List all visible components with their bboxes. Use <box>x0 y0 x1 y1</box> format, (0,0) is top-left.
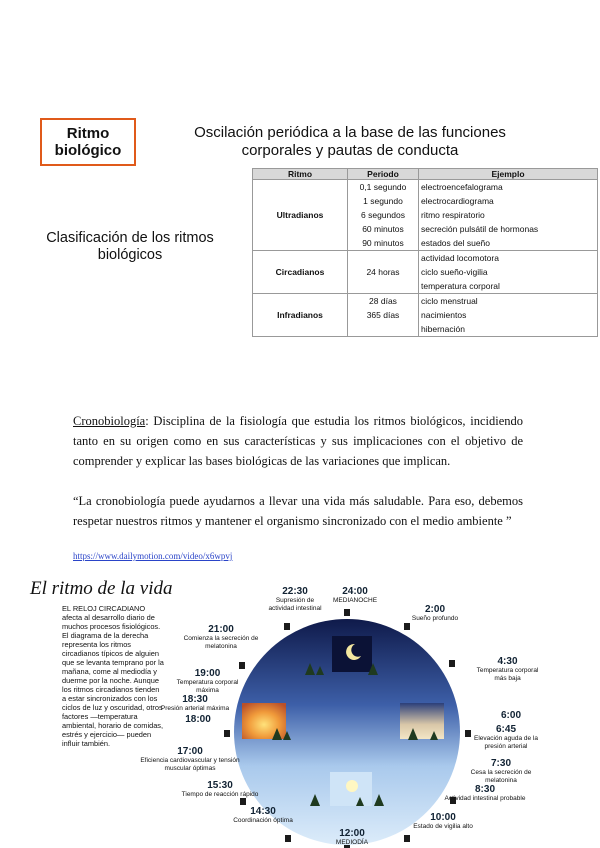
example-cell: ritmo respiratorio <box>419 208 598 222</box>
group-ultradianos: Ultradianos <box>253 180 348 251</box>
infographic-text: EL RELOJ CIRCADIANO afecta al desarrollo diario de muchos procesos fisiológicos. El diagrama de la derecha representa los ritmos circadianos típicos de alguien que se levanta temprano por la mañana, come al mediodía y duerme por la noche. Aunque los ritmos circadianos tienden a estar sincronizados con los ciclos de luz y oscuridad, otros factores —temperatura ambiental, horario de comidas, estrés y ejercicio— pueden influir también. <box>62 604 164 748</box>
example-cell: hibernación <box>419 322 598 337</box>
tick-mark <box>240 798 246 805</box>
period-cell: 6 segundos <box>348 208 419 222</box>
cronobiologia-definition: : Disciplina de la fisiología que estudia los ritmos biológicos, incidiendo tanto en su origen como en sus características y sus implicaciones con el objetivo de comprender y explicar las bases biológicas de las variaciones que implican. <box>73 414 523 468</box>
dawn-scene <box>400 703 444 739</box>
clock-label-1200: 12:00 MEDIODÍA <box>335 828 369 846</box>
period-cell <box>348 279 419 294</box>
example-cell: ciclo sueño-vigilia <box>419 265 598 279</box>
tick-mark <box>224 730 230 737</box>
period-cell: 60 minutos <box>348 222 419 236</box>
period-cell: 1 segundo <box>348 194 419 208</box>
infographic-title: El ritmo de la vida <box>30 578 173 599</box>
period-cell: 28 días <box>348 294 419 309</box>
group-infradianos: Infradianos <box>253 294 348 337</box>
clock-label-1900: 19:00 Temperatura corporal máxima <box>176 668 239 694</box>
video-link[interactable]: https://www.dailymotion.com/video/x6wpvj <box>73 551 233 561</box>
clock-label-1800: 18:00 <box>185 714 211 725</box>
tick-mark <box>344 609 350 616</box>
example-cell: estados del sueño <box>419 236 598 251</box>
title-box <box>40 118 136 166</box>
example-cell: electrocardiograma <box>419 194 598 208</box>
example-cell: nacimientos <box>419 308 598 322</box>
tick-mark <box>285 835 291 842</box>
clock-label-1430: 14:30 Coordinación óptima <box>233 806 293 824</box>
clock-label-1530: 15:30 Tiempo de reacción rápido <box>181 780 259 798</box>
clock-label-830: 8:30 Actividad intestinal probable <box>444 784 526 802</box>
clock-label-2400: 24:00 MEDIANOCHE <box>332 586 378 604</box>
sun-icon <box>346 780 358 792</box>
header-ejemplo: Ejemplo <box>419 169 598 180</box>
example-cell: electroencefalograma <box>419 180 598 195</box>
clock-label-2100: 21:00 Comienza la secreción de melatonina <box>183 624 259 650</box>
clock-label-430: 4:30 Temperatura corporal más baja <box>476 656 539 682</box>
tick-mark <box>284 623 290 630</box>
example-cell: secreción pulsátil de hormonas <box>419 222 598 236</box>
clock-label-600: 6:00 <box>500 710 521 721</box>
header-ritmo: Ritmo <box>253 169 348 180</box>
example-cell: actividad locomotora <box>419 251 598 266</box>
title-text: Ritmo biológico <box>54 125 122 159</box>
clock-label-645: 6:45 Elevación aguda de la presión arterial <box>474 724 538 750</box>
definition-text: Oscilación periódica a la base de las funciones corporales y pautas de conducta <box>194 124 506 159</box>
header-periodo: Periodo <box>348 169 419 180</box>
tick-mark <box>404 835 410 842</box>
table-row <box>253 251 598 266</box>
clock-label-200: 2:00 Sueño profundo <box>411 604 459 622</box>
cronobiologia-paragraph <box>73 411 523 471</box>
quote-paragraph: “La cronobiología puede ayudarnos a llevar una vida más saludable. Para eso, debemos respetar nuestros ritmos y mantener el organismo sincronizado con el medio ambiente ” <box>73 494 523 528</box>
rhythm-table <box>252 168 598 337</box>
period-cell: 90 minutos <box>348 236 419 251</box>
period-cell <box>348 251 419 266</box>
period-cell: 365 días <box>348 308 419 322</box>
clock-label-730: 7:30 Cesa la secreción de melatonina <box>470 758 532 784</box>
clock-label-1700: 17:00 Eficiencia cardiovascular y tensión muscular óptimas <box>140 746 240 772</box>
example-cell: ciclo menstrual <box>419 294 598 309</box>
clock-label-1830: 18:30 Presión arterial máxima <box>160 694 230 712</box>
period-cell <box>348 322 419 337</box>
cronobiologia-term: Cronobiología <box>73 414 146 428</box>
period-cell: 0,1 segundo <box>348 180 419 195</box>
tick-mark <box>404 623 410 630</box>
classification-title: Clasificación de los ritmos biológicos <box>46 230 214 263</box>
table-header-row <box>253 169 598 180</box>
tick-mark <box>449 660 455 667</box>
table-row <box>253 180 598 195</box>
example-cell: temperatura corporal <box>419 279 598 294</box>
table-row <box>253 294 598 309</box>
period-cell: 24 horas <box>348 265 419 279</box>
clock-label-2230: 22:30 Supresión de actividad intestinal <box>268 586 322 612</box>
clock-label-1000: 10:00 Estado de vigilia alto <box>413 812 473 830</box>
group-circadianos: Circadianos <box>253 251 348 294</box>
